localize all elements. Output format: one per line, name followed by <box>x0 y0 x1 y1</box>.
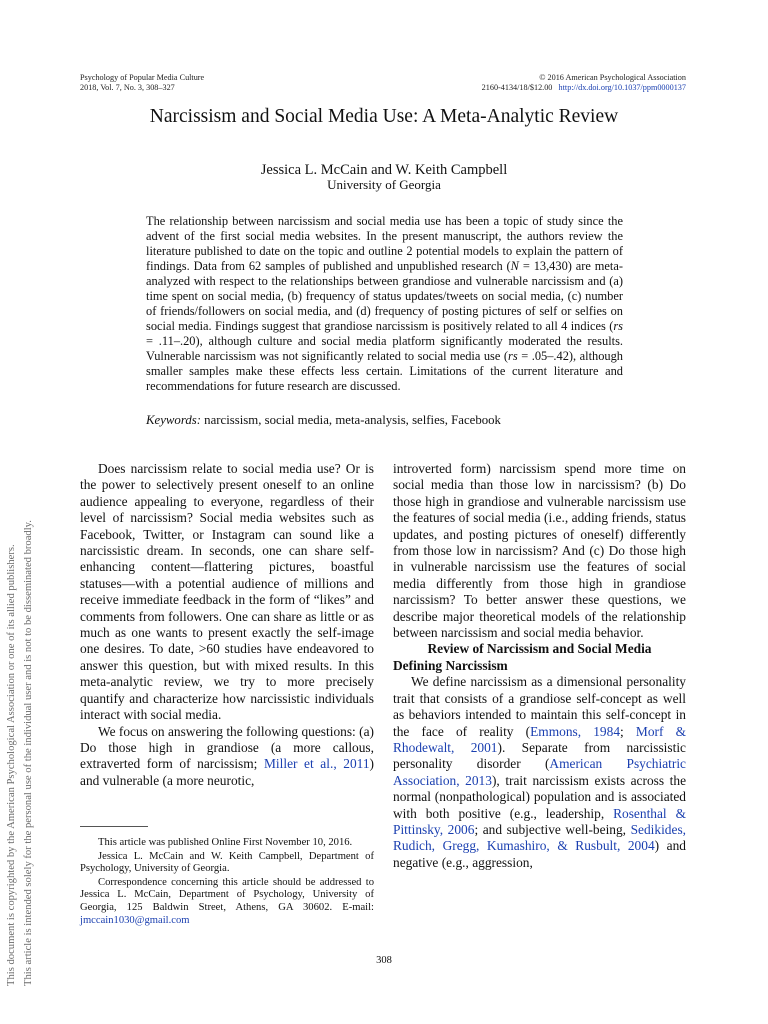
author-affiliation: University of Georgia <box>327 177 441 192</box>
copyright-line: © 2016 American Psychological Association <box>539 73 686 82</box>
citation-link[interactable]: Sedikides, Rudich, Gregg, Kumashiro, & Rusbult, 2004 <box>393 821 686 854</box>
journal-volume: 2018, Vol. 7, No. 3, 308–327 <box>80 83 175 92</box>
copyright-notice-line2: This article is intended solely for the personal use of the individual user and is not to be disseminated broadly. <box>23 520 34 986</box>
footnote <box>80 877 374 927</box>
abstract-text: = .05–.42), although smaller samples make these effects less certain. Limitations of the current literature and recommendations for future research are discussed. <box>146 349 623 393</box>
section-heading: Review of Narcissism and Social Media <box>427 641 652 657</box>
keywords <box>146 413 623 428</box>
paragraph-text: ). Separate from narcissistic personality disorder ( <box>393 739 686 772</box>
journal-header <box>80 73 204 93</box>
citation-link[interactable]: Emmons, 1984 <box>530 723 621 739</box>
abstract-text: The relationship between narcissism and social media use has been a topic of study since the advent of the first social media websites. In the present manuscript, the authors review the literature published to date on the topic and outline 2 potential models to explain the pattern of findings. Data from 62 samples of published and unpublished research ( <box>146 214 623 273</box>
paragraph-text: We focus on answering the following questions: (a) Do those high in grandiose (a more callous, extraverted form of narcissism; <box>80 723 374 772</box>
footnote-text: Correspondence concerning this article should be addressed to Jessica L. McCain, Department of Psychology, University of Georgia, 125 Baldwin Street, Athens, GA 30602. E-mail: <box>80 876 374 913</box>
abstract-n-symbol: N <box>510 259 519 273</box>
abstract-r-symbol: rs <box>508 349 518 363</box>
subsection-heading: Defining Narcissism <box>393 657 508 673</box>
email-link[interactable]: jmccain1030@gmail.com <box>80 914 190 926</box>
paragraph-text: ) and vulnerable (a more neurotic, <box>80 756 374 788</box>
paragraph-text: ; and subjective well-being, <box>474 821 631 837</box>
copyright-notice-line1: This document is copyrighted by the American Psychological Association or one of its allied publishers. <box>6 544 17 986</box>
article-authors: Jessica L. McCain and W. Keith Campbell <box>260 162 508 178</box>
body-paragraph <box>393 674 686 871</box>
paragraph-text: We define narcissism as a dimensional personality trait that consists of a grandiose self-concept as well as behaviors intended to maintain this self-concept in the face of reality ( <box>393 674 686 739</box>
paragraph-text: ; <box>620 723 636 739</box>
issn-doi-line <box>482 83 686 93</box>
article-title: Narcissism and Social Media Use: A Meta-Analytic Review <box>149 106 619 127</box>
keywords-list: narcissism, social media, meta-analysis, selfies, Facebook <box>200 413 501 427</box>
abstract-text: = 13,430) are meta-analyzed with respect to the relationships between grandiose and vulnerable narcissism and (a) time spent on social media, (b) frequency of status updates/tweets on social media, (c) number of friends/followers on social media, and (d) frequency of posting pictures of self or selfies on social media. Findings suggest that grandiose narcissism is positively related to all 4 indices ( <box>146 259 623 333</box>
paragraph-text: ), trait narcissism exists across the normal (nonpathological) population and is associated with both positive (e.g., leadership, <box>393 772 687 821</box>
paragraph-text: ) and negative (e.g., aggression, <box>393 838 686 870</box>
issn: 2160-4134/18/$12.00 <box>481 83 553 92</box>
abstract-r-symbol: rs <box>613 319 623 333</box>
body-left-column <box>80 461 374 789</box>
footnotes <box>80 837 374 927</box>
journal-name: Psychology of Popular Media Culture <box>80 73 205 82</box>
footnote-divider <box>80 826 148 827</box>
citation-link[interactable]: Rosenthal & Pittinsky, 2006 <box>393 805 686 837</box>
body-right-column <box>393 461 686 871</box>
footnote: Jessica L. McCain and W. Keith Campbell, Department of Psychology, University of Georgia. <box>80 850 374 875</box>
body-paragraph <box>80 724 374 790</box>
abstract <box>146 214 623 394</box>
body-paragraph: introverted form) narcissism spend more time on social media than those low in narcissism? (b) Do those high in grandiose and vulnerable narcissism use the features of social media (i.e., adding friends, status updates, and posting pictures of oneself) differently from those low in narcissism? And (c) Do those high in vulnerable narcissism use the features of social media differently from those high in grandiose narcissism? To better answer these questions, we describe major theoretical models of the relationship between narcissism and social media behavior. <box>393 461 686 641</box>
citation-link[interactable]: American Psychiatric Association, 2013 <box>393 756 686 788</box>
abstract-text: = .11–.20), although culture and social media platform significantly moderated the results. Vulnerable narcissism was not significantly related to social media use ( <box>146 334 623 363</box>
publisher-header <box>482 73 686 93</box>
citation-link[interactable]: Miller et al., 2011 <box>264 756 370 772</box>
body-paragraph: Does narcissism relate to social media use? Or is the power to selectively present oneself to an online audience appealing to everyone, regardless of their level of narcissism? Social media websites such as Facebook, Twitter, or Instagram can sound like a narcissistic dream. In seconds, one can share self-enhancing content—flattering pictures, boastful statuses—with a potential audience of millions and receive immediate feedback in the form of “likes” and comments from followers. One can share as little or as much as one wants to present exactly the self-image one desires. To date, >60 studies have endeavored to answer this question, but with mixed results. In this meta-analytic review, we try to more precisely quantify and characterize how narcissistic individuals interact with social media. <box>80 461 374 723</box>
doi-link[interactable]: http://dx.doi.org/10.1037/ppm0000137 <box>558 83 686 92</box>
page-number: 308 <box>376 955 392 966</box>
footnote: This article was published Online First November 10, 2016. <box>98 837 353 848</box>
citation-link[interactable]: Morf & Rhodewalt, 2001 <box>393 723 686 755</box>
keywords-label: Keywords: <box>146 413 201 427</box>
